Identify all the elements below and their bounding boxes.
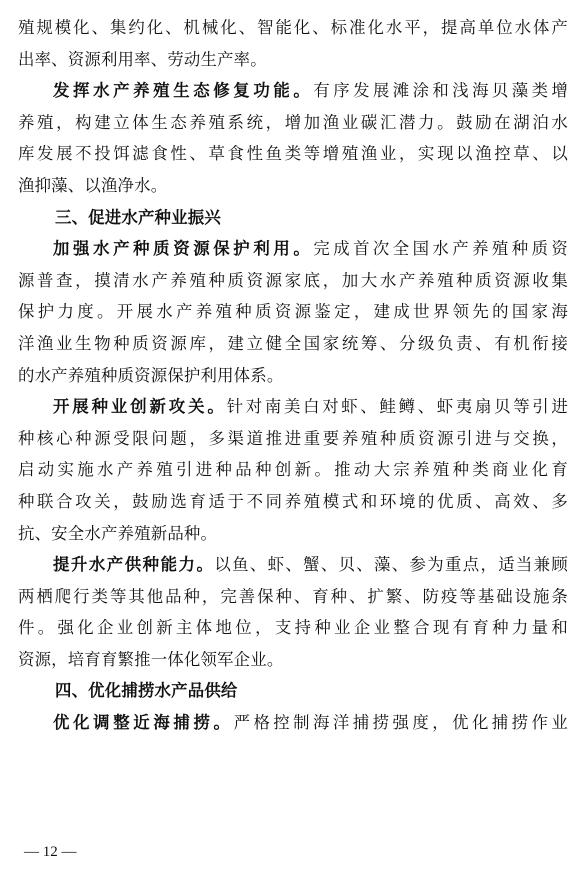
paragraph-first-line — [18, 549, 568, 581]
paragraph-keyword: 优化调整近海捕捞。 — [53, 713, 234, 733]
body-text-line: 种核心种源受限问题，多渠道推进重要养殖种质资源引进与交换， — [18, 428, 568, 448]
body-text: 有序发展滩涂和浅海贝藻类增 — [313, 81, 568, 101]
body-text: 以鱼、虾、蟹、贝、藻、参为重点，适当兼顾 — [214, 555, 568, 575]
body-text-line: 源普查，摸清水产养殖种质资源家底，加大水产养殖种质资源收集 — [18, 270, 568, 290]
body-text-line: 殖规模化、集约化、机械化、智能化、标准化水平，提高单位水体产 — [18, 18, 568, 37]
body-text: 完成首次全国水产养殖种质资 — [313, 239, 568, 259]
body-text-line: 养殖，构建立体生态养殖系统，增加渔业碳汇潜力。鼓励在湖泊水 — [18, 112, 568, 132]
body-text: 严格控制海洋捕捞强度，优化捕捞作业 — [233, 713, 568, 733]
paragraph-keyword: 发挥水产养殖生态修复功能。 — [53, 81, 314, 101]
body-text-line: 保护力度。开展水产养殖种质资源鉴定，建成世界领先的国家海 — [18, 302, 568, 322]
body-text-line: 种联合攻关，鼓励选育适于不同养殖模式和环境的优质、高效、多 — [18, 491, 568, 511]
body-text-line: 渔抑藻、以渔净水。 — [18, 175, 168, 195]
body-text-line: 两栖爬行类等其他品种，完善保种、育种、扩繁、防疫等基础设施条 — [18, 586, 568, 606]
body-text-line: 抗、安全水产养殖新品种。 — [18, 523, 218, 543]
body-text-line: 的水产养殖种质资源保护利用体系。 — [18, 365, 284, 385]
document-body — [18, 12, 568, 739]
body-text-line: 件。强化企业创新主体地位，支持种业企业整合现有育种力量和 — [18, 618, 568, 638]
page-number: — 12 — — [24, 844, 77, 860]
paragraph-first-line — [18, 233, 568, 265]
paragraph-keyword: 开展种业创新攻关。 — [53, 397, 227, 417]
body-text: 针对南美白对虾、鲑鳟、虾夷扇贝等引进 — [226, 397, 568, 417]
paragraph-first-line — [18, 75, 568, 107]
body-text-line: 资源，培育育繁推一体化领军企业。 — [18, 649, 284, 669]
section-heading: 四、优化捕捞水产品供给 — [55, 681, 238, 701]
paragraph-first-line — [18, 391, 568, 423]
paragraph-keyword: 加强水产种质资源保护利用。 — [53, 239, 314, 259]
paragraph-first-line — [18, 707, 568, 739]
body-text-line: 库发展不投饵滤食性、草食性鱼类等增殖渔业，实现以渔控草、以 — [18, 144, 568, 164]
paragraph-keyword: 提升水产供种能力。 — [53, 555, 215, 575]
body-text-line: 出率、资源利用率、劳动生产率。 — [18, 49, 267, 69]
body-text-line: 启动实施水产养殖引进种品种创新。推动大宗养殖种类商业化育 — [18, 460, 568, 480]
section-heading: 三、促进水产种业振兴 — [55, 207, 221, 227]
body-text-line: 洋渔业生物种质资源库，建立健全国家统筹、分级负责、有机衔接 — [18, 333, 568, 353]
